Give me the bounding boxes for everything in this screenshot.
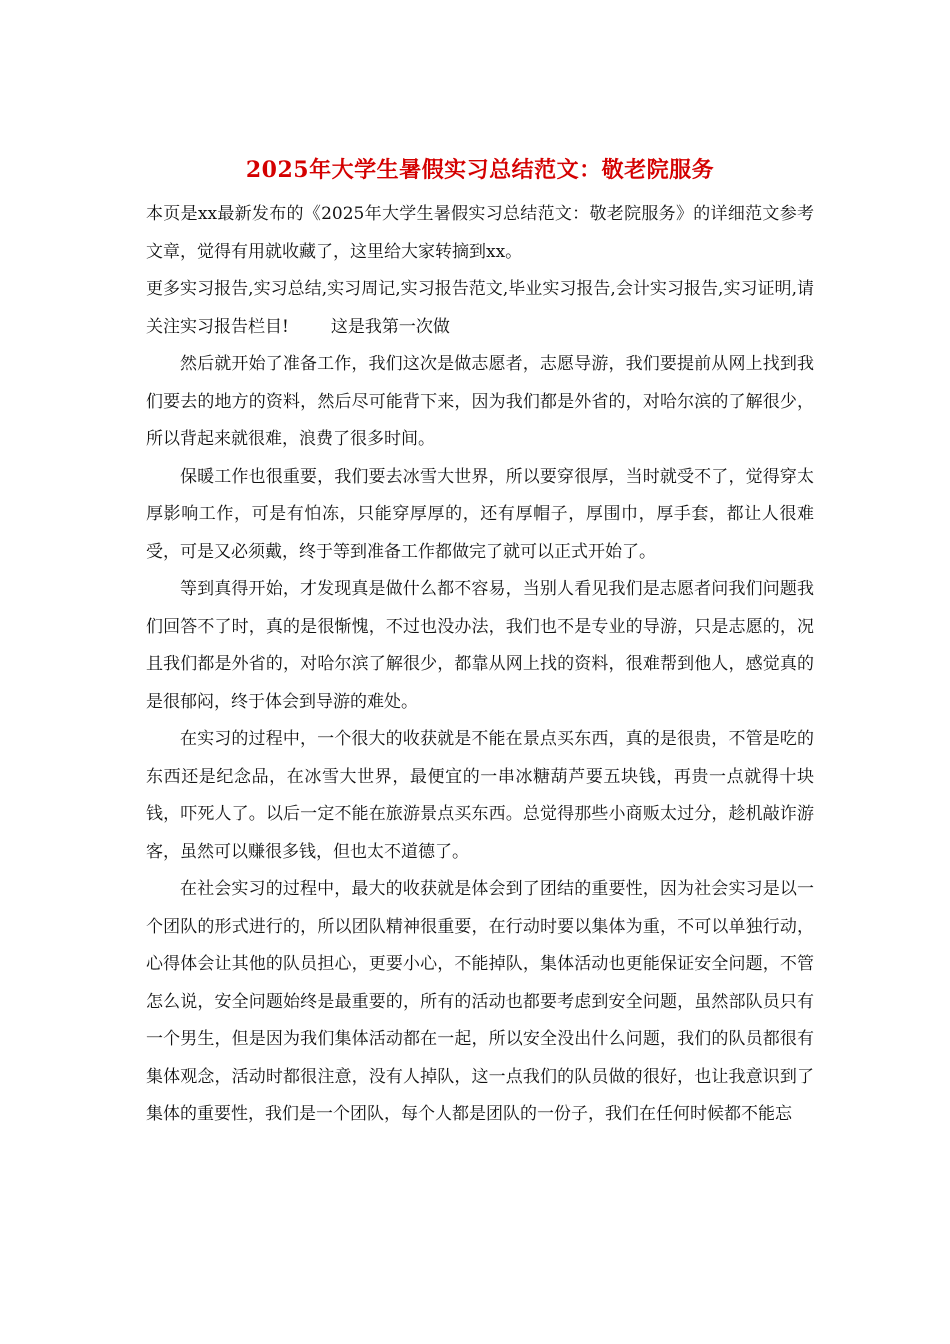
intro-paragraph-2-text: 更多实习报告,实习总结,实习周记,实习报告范文,毕业实习报告,会计实习报告,实习证明,请关注实习报告栏目! (146, 279, 814, 337)
intro-paragraph-1: 本页是xx最新发布的《2025年大学生暑假实习总结范文：敬老院服务》的详细范文参考文章，觉得有用就收藏了，这里给大家转摘到xx。 (146, 204, 814, 262)
document-title: 2025年大学生暑假实习总结范文：敬老院服务 (245, 157, 715, 183)
body-paragraph-3: 等到真得开始，才发现真是做什么都不容易，当别人看见我们是志愿者问我们问题我们回答不了时，真的是很惭愧，不过也没办法，我们也不是专业的导游，只是志愿的，况且我们都是外省的，对哈尔滨了解很少，都靠从网上找的资料，很难帮到他人，感觉真的是很郁闷，终于体会到导游的难处。 (146, 579, 814, 712)
intro-section (146, 196, 814, 346)
body-paragraph-4: 在实习的过程中，一个很大的收获就是不能在景点买东西，真的是很贵，不管是吃的东西还是纪念品，在冰雪大世界，最便宜的一串冰糖葫芦要五块钱，再贵一点就得十块钱，吓死人了。以后一定不能在旅游景点买东西。总觉得那些小商贩太过分，趁机敲诈游客，虽然可以赚很多钱，但也太不道德了。 (146, 729, 814, 862)
intro-paragraph-2 (146, 271, 814, 346)
body-paragraph-1: 然后就开始了准备工作，我们这次是做志愿者，志愿导游，我们要提前从网上找到我们要去的地方的资料，然后尽可能背下来，因为我们都是外省的，对哈尔滨的了解很少，所以背起来就很难，浪费了很多时间。 (146, 354, 814, 449)
intro-paragraph-2-tail: 这是我第一次做 (330, 316, 450, 337)
body-paragraph-2: 保暖工作也很重要，我们要去冰雪大世界，所以要穿很厚，当时就受不了，觉得穿太厚影响工作，可是有怕冻，只能穿厚厚的，还有厚帽子，厚围巾，厚手套，都让人很难受，可是又必须戴，终于等到准备工作都做完了就可以正式开始了。 (146, 466, 814, 562)
body-section (146, 346, 814, 1134)
body-paragraph-5: 在社会实习的过程中，最大的收获就是体会到了团结的重要性，因为社会实习是以一个团队的形式进行的，所以团队精神很重要，在行动时要以集体为重，不可以单独行动，心得体会让其他的队员担心，更要小心，不能掉队，集体活动也更能保证安全问题，不管怎么说，安全问题始终是最重要的，所有的活动也都要考虑到安全问题，虽然部队员只有一个男生，但是因为我们集体活动都在一起，所以安全没出什么问题，我们的队员都很有集体观念，活动时都很注意，没有人掉队，这一点我们的队员做的很好，也让我意识到了集体的重要性，我们是一个团队，每个人都是团队的一份子，我们在任何时候都不能忘 (146, 879, 814, 1124)
